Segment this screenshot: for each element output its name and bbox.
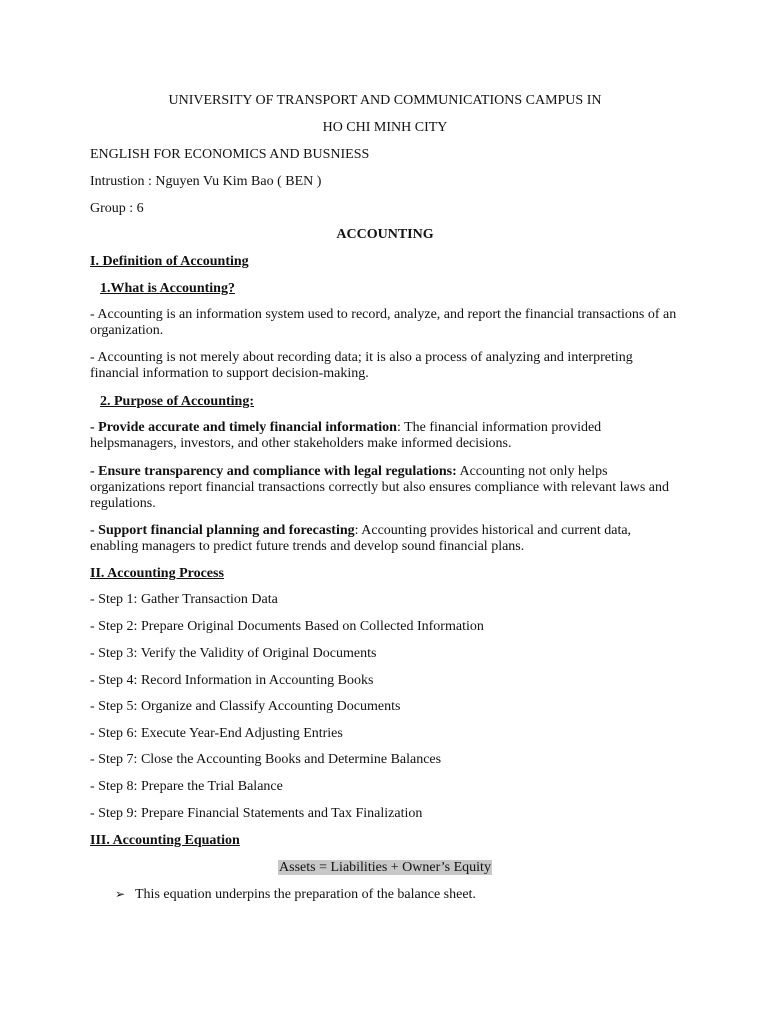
- purpose-item-1: [90, 420, 680, 452]
- process-step: - Step 3: Verify the Validity of Original Documents: [90, 646, 377, 661]
- purpose-item-3-text: : Accounting provides historical and current data, enabling managers to predict future trends and develop sound financial plans.: [90, 523, 632, 554]
- arrow-bullet-icon: ➢: [115, 887, 126, 901]
- definition-paragraph-2: - Accounting is not merely about recording data; it is also a process of analyzing and interpreting financial information to support decision-making.: [90, 350, 633, 381]
- process-step: - Step 6: Execute Year-End Adjusting Entries: [90, 726, 343, 741]
- subsection-1-heading: 1.What is Accounting?: [100, 281, 235, 296]
- equation-note: [115, 886, 680, 903]
- university-line-1: UNIVERSITY OF TRANSPORT AND COMMUNICATIONS CAMPUS IN: [168, 93, 602, 108]
- purpose-item-2-lead: - Ensure transparency and compliance with legal regulations:: [90, 464, 457, 479]
- document-title: ACCOUNTING: [336, 227, 434, 242]
- process-step: - Step 2: Prepare Original Documents Based on Collected Information: [90, 619, 484, 634]
- accounting-equation: [90, 860, 680, 876]
- purpose-item-3: [90, 523, 680, 555]
- process-step: - Step 9: Prepare Financial Statements and Tax Finalization: [90, 806, 423, 821]
- purpose-item-3-lead: - Support financial planning and forecasting: [90, 523, 355, 538]
- instructor-line: Intrustion : Nguyen Vu Kim Bao ( BEN ): [90, 174, 322, 189]
- course-name: ENGLISH FOR ECONOMICS AND BUSNIESS: [90, 147, 370, 162]
- accounting-equation-text: Assets = Liabilities + Owner’s Equity: [279, 860, 491, 875]
- section-3-heading: III. Accounting Equation: [90, 833, 240, 848]
- process-step: - Step 4: Record Information in Accounting Books: [90, 673, 374, 688]
- document-page: [90, 0, 680, 1024]
- purpose-item-2-text: Accounting not only helps organizations report financial transactions correctly but also ensures compliance with relevant laws and regulations.: [90, 464, 669, 511]
- process-step: - Step 1: Gather Transaction Data: [90, 592, 278, 607]
- process-step: - Step 8: Prepare the Trial Balance: [90, 779, 283, 794]
- purpose-item-2: [90, 464, 680, 512]
- group-line: Group : 6: [90, 201, 144, 216]
- equation-note-text: This equation underpins the preparation of the balance sheet.: [135, 887, 476, 902]
- purpose-item-1-lead: - Provide accurate and timely financial information: [90, 420, 397, 435]
- definition-paragraph-1: - Accounting is an information system used to record, analyze, and report the financial transactions of an organization.: [90, 307, 677, 338]
- process-step: - Step 5: Organize and Classify Accounting Documents: [90, 699, 401, 714]
- purpose-item-1-text: : The financial information provided helpsmanagers, investors, and other stakeholders make informed decisions.: [90, 420, 602, 451]
- process-step: - Step 7: Close the Accounting Books and Determine Balances: [90, 752, 442, 767]
- section-1-heading: I. Definition of Accounting: [90, 254, 249, 269]
- section-2-heading: II. Accounting Process: [90, 566, 224, 581]
- university-line-2: HO CHI MINH CITY: [322, 120, 448, 135]
- subsection-2-heading: 2. Purpose of Accounting:: [100, 394, 254, 409]
